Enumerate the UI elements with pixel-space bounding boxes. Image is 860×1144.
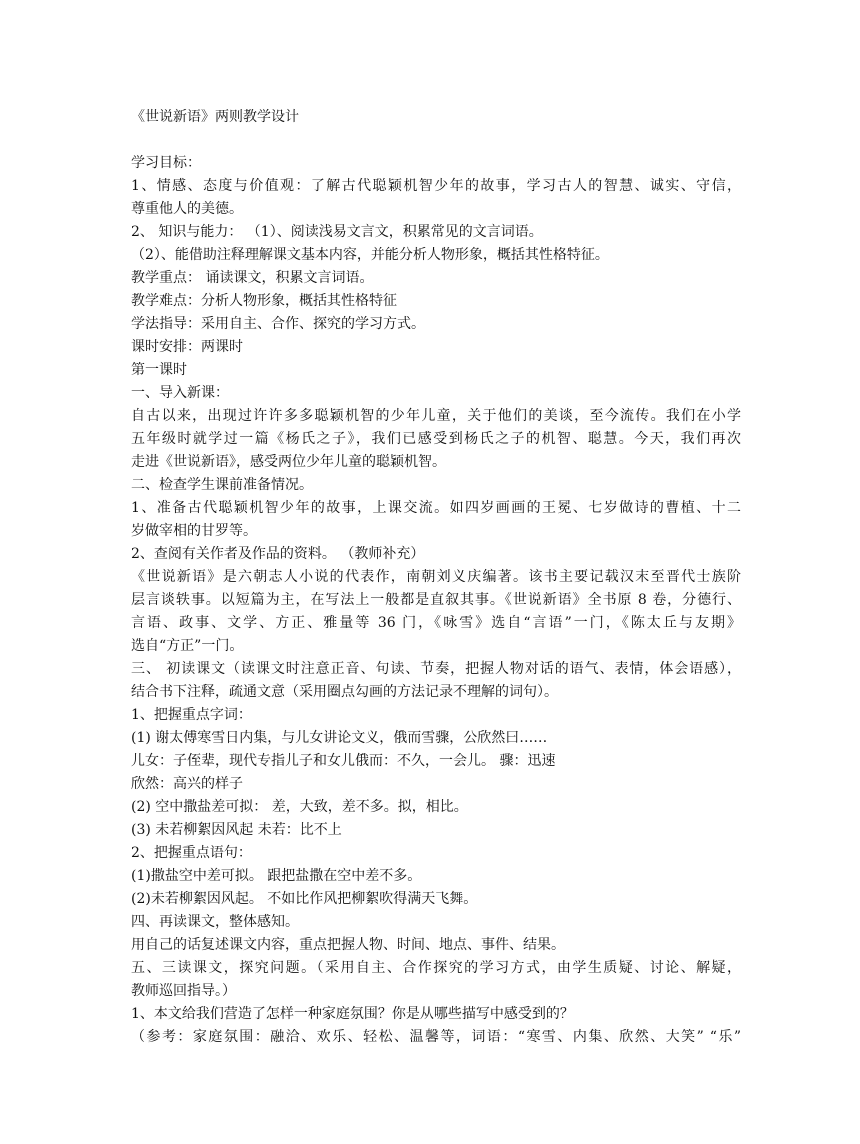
text-line: 2、把握重点语句：	[131, 845, 252, 861]
text-line: 结合书下注释，疏通文意（采用圈点勾画的方法记录不理解的词句）。	[131, 684, 558, 700]
text-line: 尊重他人的美德。	[131, 201, 243, 217]
text-line: 教学重点： 诵读课文，积累文言词语。	[131, 270, 374, 286]
text-line: 课时安排：两课时	[131, 339, 243, 355]
document-body	[131, 152, 741, 1049]
text-line: (3) 未若柳絮因风起 未若：比不上	[131, 822, 342, 838]
text-line: 五年级时就学过一篇《杨氏之子》，我们已感受到杨氏之子的机智、聪慧。今天，我们再次	[131, 431, 741, 447]
text-line: 岁做宰相的甘罗等。	[131, 523, 257, 539]
text-line: 1、准备古代聪颖机智少年的故事，上课交流。如四岁画画的王冕、七岁做诗的曹植、十二	[131, 500, 741, 516]
text-line: 三、 初读课文（读课文时注意正音、句读、节奏，把握人物对话的语气、表情，体会语感），	[131, 661, 741, 677]
text-line: 层言谈轶事。以短篇为主，在写法上一般都是直叙其事。《世说新语》全书原 8 卷，分德行、	[131, 592, 741, 608]
text-line: （2）、能借助注释理解课文基本内容，并能分析人物形象，概括其性格特征。	[131, 247, 609, 263]
text-line: 第一课时	[131, 362, 187, 378]
text-line: （参考：家庭氛围：融洽、欢乐、轻松、温馨等，词语：“寒雪、内集、欣然、大笑” “乐”	[131, 1029, 741, 1045]
text-line: (1)撒盐空中差可拟。 跟把盐撒在空中差不多。	[131, 868, 422, 884]
document-page	[131, 106, 741, 1049]
text-line: 1、本文给我们营造了怎样一种家庭氛围？你是从哪些描写中感受到的？	[131, 1006, 574, 1022]
text-line: (1) 谢太傅寒雪日内集，与儿女讲论文义，俄而雪骤，公欣然曰……	[131, 730, 548, 746]
text-line: 2、查阅有关作者及作品的资料。 （教师补充）	[131, 546, 425, 562]
text-line: 一、导入新课：	[131, 385, 229, 401]
text-line: 言语、政事、文学、方正、雅量等 36 门，《咏雪》选自“言语”一门，《陈太丘与友期》	[131, 615, 741, 631]
text-line: 二、检查学生课前准备情况。	[131, 477, 313, 493]
text-line: (2) 空中撒盐差可拟： 差，大致，差不多。拟，相比。	[131, 799, 468, 815]
text-line: 四、再读课文，整体感知。	[131, 914, 299, 930]
text-line: 用自己的话复述课文内容，重点把握人物、时间、地点、事件、结果。	[131, 937, 565, 953]
text-line: 学习目标：	[131, 155, 201, 171]
text-line: 1、把握重点字词：	[131, 707, 252, 723]
text-line: 1、情感、态度与价值观：了解古代聪颖机智少年的故事，学习古人的智慧、诚实、守信，	[131, 178, 741, 194]
text-line: 教学难点：分析人物形象，概括其性格特征	[131, 293, 397, 309]
document-title: 《世说新语》两则教学设计	[131, 109, 299, 125]
text-line: 选自“方正”一门。	[131, 638, 244, 654]
text-line: (2)未若柳絮因风起。 不如比作风把柳絮吹得满天飞舞。	[131, 891, 478, 907]
text-line: 教师巡回指导。）	[131, 983, 236, 999]
text-line: 自古以来，出现过许许多多聪颖机智的少年儿童，关于他们的美谈，至今流传。我们在小学	[131, 408, 741, 424]
text-line: 走进《世说新语》，感受两位少年儿童的聪颖机智。	[131, 454, 446, 470]
text-line: 欣然：高兴的样子	[131, 776, 243, 792]
text-line: 儿女：子侄辈，现代专指儿子和女儿俄而：不久，一会儿。 骤：迅速	[131, 753, 556, 769]
text-line: 2、 知识与能力： （1）、阅读浅易文言文，积累常见的文言词语。	[131, 224, 543, 240]
text-line: 五、三读课文，探究问题。（采用自主、合作探究的学习方式，由学生质疑、讨论、解疑，	[131, 960, 741, 976]
text-line: 《世说新语》是六朝志人小说的代表作，南朝刘义庆编著。该书主要记载汉末至晋代士族阶	[131, 569, 741, 585]
text-line: 学法指导：采用自主、合作、探究的学习方式。	[131, 316, 425, 332]
